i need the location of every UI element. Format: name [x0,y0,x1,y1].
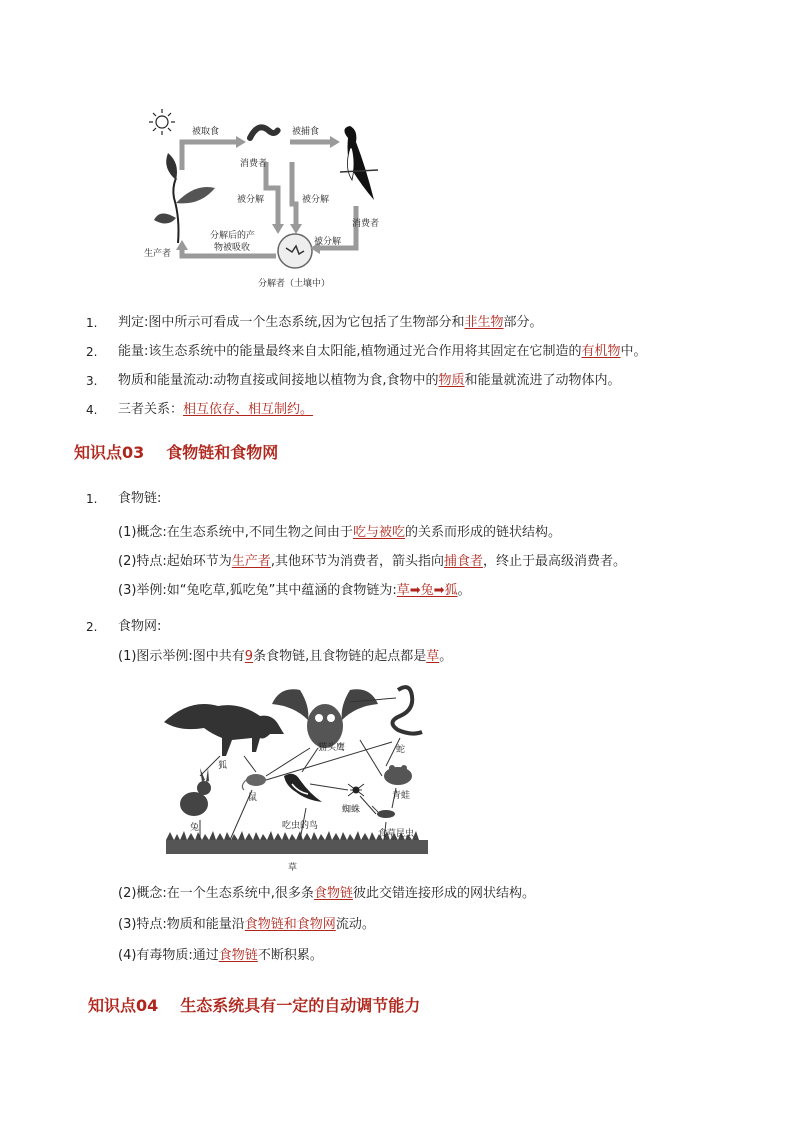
list-item [118,372,621,390]
arrow-label-eaten: 被取食 [192,127,220,137]
list-text: (3)特点:物质和能量沿 [118,917,245,932]
label-producer: 生产者 [144,249,172,259]
frog-icon [384,765,412,785]
list-text: 和能量就流进了动物体内。 [464,373,621,388]
answer-text: 生产者 [231,554,271,569]
list-item-number: 2. [86,345,98,359]
foodchain-item [118,582,471,600]
section-title: 食物链和食物网 [166,443,279,462]
answer-text: 食物链 [218,948,258,963]
foodweb-example [118,648,452,666]
answer-text: 捕食者 [443,554,483,569]
swallow-icon [340,126,378,200]
fox-icon [164,704,284,756]
food-web-diagram [160,676,430,876]
section-number: 知识点04 [88,996,159,1015]
list-text: 条食物链,且食物链的起点都是 [253,649,427,664]
answer-text: 草 [426,649,440,664]
caterpillar-icon [250,127,278,138]
foodchain-title: 食物链: [118,491,162,506]
list-item-number: 3. [86,374,98,388]
answer-text: 有机物 [581,344,621,359]
list-text: (1)概念:在生态系统中,不同生物之间由于 [118,525,353,540]
list-text: 。 [457,583,471,598]
arrow-label-decomposed-mid: 被分解 [302,195,330,205]
foodchain-item [118,553,626,571]
label-snake: 蛇 [396,745,406,755]
list-text: 。 [439,649,453,664]
list-text: 不断积累。 [257,948,323,963]
foodweb-item [118,947,323,965]
arrow-label-absorbed-line2: 物被吸收 [214,243,251,253]
list-text: 彼此交错连接形成的网状结构。 [352,886,535,901]
snake-icon [392,687,422,734]
label-mouse: 鼠 [248,793,258,803]
label-spider: 蜘蛛 [342,805,361,815]
list-item-number: 1. [86,492,98,506]
label-rabbit: 兔 [190,823,200,833]
list-text: (2)特点:起始环节为 [118,554,232,569]
list-text: 三者关系： [118,402,184,417]
list-item-number: 2. [86,620,98,634]
list-item [118,401,313,419]
list-text: 判定:图中所示可看成一个生态系统,因为它包括了生物部分和 [118,315,465,330]
list-text: ,其他环节为消费者，箭头指向 [270,554,444,569]
foodweb-title: 食物网: [118,619,162,634]
list-text: 部分。 [503,315,543,330]
label-consumer-1: 消费者 [240,159,268,169]
sun-icon [149,109,175,135]
list-item [118,343,647,361]
list-item-number: 1. [86,316,98,330]
list-text: (3)举例:如“兔吃草,狐吃兔”其中蕴涵的食物链为: [118,583,397,598]
foodweb-item [118,885,535,903]
label-frog: 青蛙 [392,791,411,801]
list-item [118,314,543,332]
label-consumer-2: 消费者 [352,219,380,229]
list-text: (2)概念:在一个生态系统中,很多条 [118,886,314,901]
arrow-label-decomposed-left: 被分解 [237,195,265,205]
list-text: ，终止于最高级消费者。 [482,554,626,569]
label-fox: 狐 [218,761,228,771]
arrow-label-preyed: 被捕食 [292,127,320,137]
list-item-number: 4. [86,403,98,417]
section-title: 生态系统具有一定的自动调节能力 [180,996,421,1015]
answer-text: 食物链和食物网 [244,917,336,932]
section-heading-04 [88,993,420,1016]
rabbit-icon [180,768,211,816]
owl-icon [272,689,378,748]
insect-eating-bird-icon [284,774,322,802]
answer-text: 非生物 [464,315,504,330]
list-text: (4)有毒物质:通过 [118,948,219,963]
section-heading-03 [74,440,278,463]
list-text: 的关系而形成的链状结构。 [404,525,561,540]
section-number: 知识点03 [74,443,145,462]
label-grass: 草 [288,863,298,873]
label-decomposer: 分解者（土壤中） [258,279,331,289]
answer-text: 9 [244,649,254,664]
answer-text: 食物链 [313,886,353,901]
answer-text: 物质 [438,373,465,388]
mouse-icon [242,774,266,790]
foodchain-item [118,524,561,542]
soil-decomposer-icon [278,234,312,268]
arrow-label-decomposed-right: 被分解 [314,237,342,247]
foodweb-item [118,916,375,934]
list-text: 能量:该生态系统中的能量最终来自太阳能,植物通过光合作用将其固定在它制造的 [118,344,582,359]
label-owl: 猫头鹰 [318,743,346,753]
answer-text: 吃与被吃 [352,525,405,540]
list-text: 中。 [620,344,647,359]
list-text: 流动。 [335,917,375,932]
ecosystem-diagram [140,108,400,298]
label-herbivorous-insect: 食草昆虫 [378,829,415,839]
label-insect-eating-bird: 吃虫的鸟 [282,821,319,831]
answer-text: 草➡兔➡狐 [396,583,458,598]
list-text: (1)图示举例:图中共有 [118,649,245,664]
spider-icon [348,784,364,796]
list-text: 物质和能量流动:动物直接或间接地以植物为食,食物中的 [118,373,439,388]
answer-text: 相互依存、相互制约。 [183,402,314,417]
arrow-label-absorbed-line1: 分解后的产 [210,231,256,241]
